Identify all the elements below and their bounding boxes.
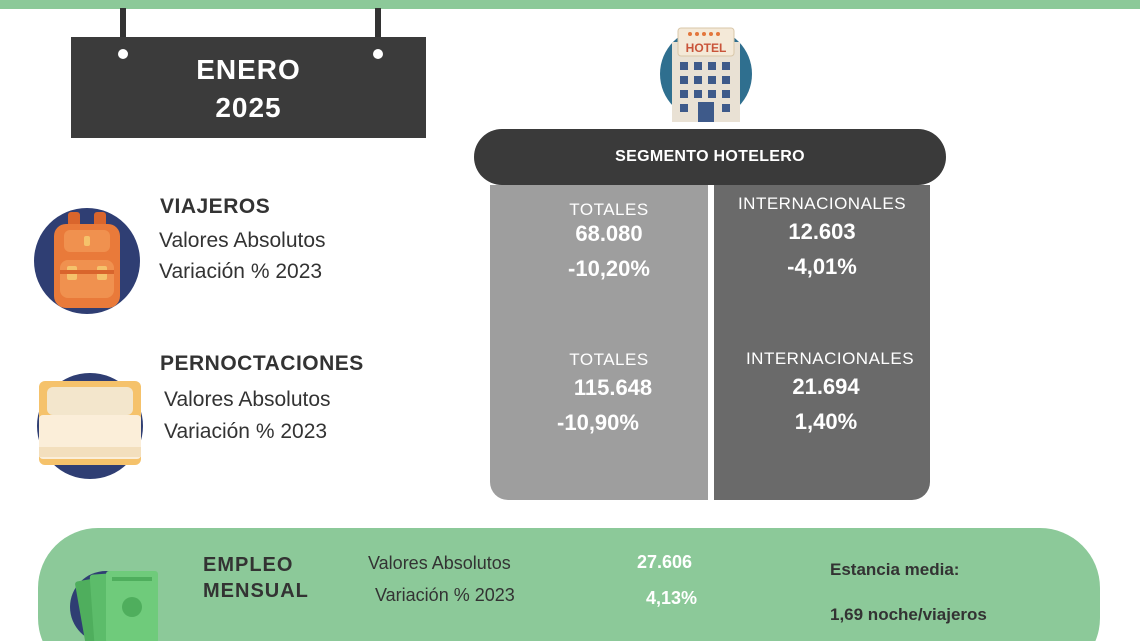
top-band bbox=[0, 0, 1140, 9]
viajeros-title: VIAJEROS bbox=[160, 195, 271, 218]
pernoctaciones-internacionales-value: 21.694 bbox=[792, 374, 860, 399]
viajeros-totales-change: -10,20% bbox=[568, 256, 650, 281]
viajeros-internacionales-cell bbox=[714, 194, 930, 280]
viajeros-internacionales-change: -4,01% bbox=[787, 254, 857, 279]
empleo-value: 27.606 bbox=[637, 552, 693, 572]
viajeros-sub-absolutos: Valores Absolutos bbox=[159, 229, 326, 252]
viajeros-internacionales-label: INTERNACIONALES bbox=[737, 194, 907, 213]
viajeros-internacionales-value: 12.603 bbox=[788, 219, 856, 244]
pernoctaciones-internacionales-cell bbox=[714, 349, 946, 435]
empleo-change: 4,13% bbox=[646, 588, 698, 608]
viajeros-sub-variacion: Variación % 2023 bbox=[159, 260, 323, 283]
hotel-icon bbox=[658, 22, 754, 122]
year-label: 2025 bbox=[215, 92, 282, 123]
pernoctaciones-internacionales-label: INTERNACIONALES bbox=[745, 349, 915, 368]
pernoctaciones-totales-cell bbox=[490, 350, 728, 436]
pernoctaciones-sub-absolutos: Valores Absolutos bbox=[164, 388, 331, 411]
bed-icon bbox=[37, 373, 143, 479]
segment-title: SEGMENTO HOTELERO bbox=[474, 129, 946, 185]
empleo-sub-absolutos: Valores Absolutos bbox=[368, 553, 511, 573]
estancia-label: Estancia media: bbox=[830, 560, 960, 579]
month-sign bbox=[71, 37, 426, 138]
viajeros-totales-label: TOTALES bbox=[569, 200, 649, 219]
pernoctaciones-totales-label: TOTALES bbox=[569, 350, 649, 369]
month-label: ENERO bbox=[196, 54, 301, 85]
viajeros-totales-cell bbox=[490, 200, 728, 282]
backpack-icon bbox=[34, 208, 140, 314]
empleo-sub-variacion: Variación % 2023 bbox=[375, 585, 515, 605]
pernoctaciones-totales-value: 115.648 bbox=[573, 375, 653, 400]
pernoctaciones-totales-change: -10,90% bbox=[557, 410, 639, 435]
estancia-value: 1,69 noche/viajeros bbox=[830, 605, 987, 624]
pernoctaciones-title: PERNOCTACIONES bbox=[160, 352, 364, 375]
pernoctaciones-sub-variacion: Variación % 2023 bbox=[164, 420, 328, 443]
hotel-sign-text: HOTEL bbox=[685, 41, 727, 55]
empleo-title-1: EMPLEO bbox=[203, 554, 294, 576]
money-icon bbox=[70, 563, 170, 641]
viajeros-totales-value: 68.080 bbox=[575, 221, 643, 246]
empleo-title-2: MENSUAL bbox=[203, 580, 309, 602]
pernoctaciones-internacionales-change: 1,40% bbox=[794, 409, 858, 434]
